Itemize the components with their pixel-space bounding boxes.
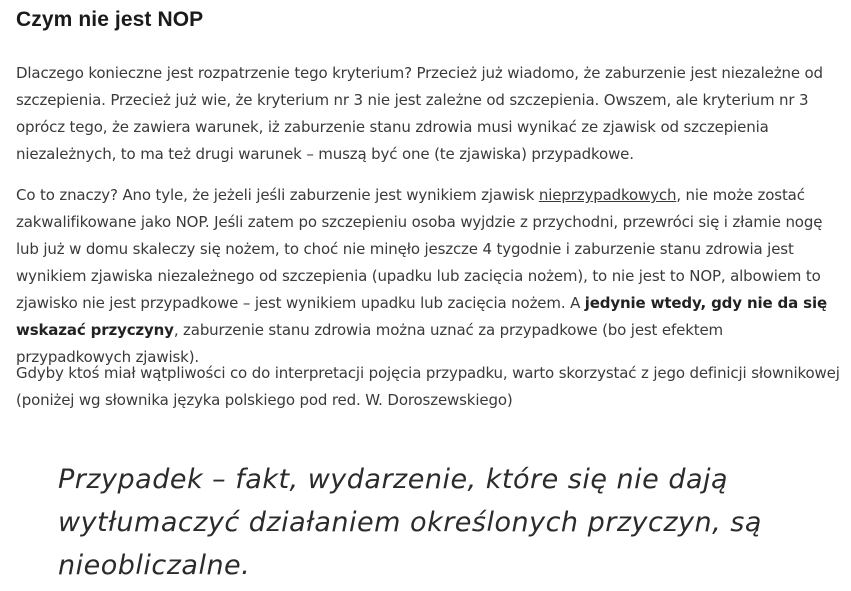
paragraph-dictionary-reference: Gdyby ktoś miał wątpliwości co do interpretacji pojęcia przypadku, warto skorzystać z jego definicji słownikowej (poniżej wg słownika języka polskiego pod red. W. Doroszewskiego) <box>16 364 840 409</box>
paragraph-text-end: , zaburzenie stanu zdrowia można uznać za przypadkowe (bo jest efektem przypadkowych zjawisk). <box>16 321 724 366</box>
article <box>16 0 842 409</box>
emphasis-text: jedynie wtedy, gdy nie da się wskazać przyczyny <box>16 294 827 339</box>
paragraph-meaning <box>16 182 842 371</box>
paragraph-criterion-explanation: Dlaczego konieczne jest rozpatrzenie tego kryterium? Przecież już wiadomo, że zaburzenie jest niezależne od szczepienia. Przecież już wie, że kryterium nr 3 nie jest zależne od szczepienia. Owszem, ale kryterium nr 3 oprócz tego, że zawiera warunek, iż zaburzenie stanu zdrowia musi wynikać ze zjawisk od szczepienia niezależnych, to ma też drugi warunek – muszą być one (te zjawiska) przypadkowe. <box>16 64 823 163</box>
dictionary-definition-quote: Przypadek – fakt, wydarzenie, które się nie dają wytłumaczyć działaniem określonych przyczyn, są nieobliczalne. <box>58 464 762 581</box>
paragraph-text-middle: , nie może zostać zakwalifikowane jako NOP. Jeśli zatem po szczepieniu osoba wyjdzie z przychodni, przewróci się i złamie nogę lub już w domu skaleczy się nożem, to choć nie minęło jeszcze 4 tygodnie i zaburzenie stanu zdrowia jest wynikiem zjawiska niezależnego od szczepienia (upadku lub zacięcia nożem), to nie jest to NOP, albowiem to zjawisko nie jest przypadkowe – jest wynikiem upadku lub zacięcia nożem. A <box>16 186 823 312</box>
paragraph-text-start: Co to znaczy? Ano tyle, że jeżeli jeśli zaburzenie jest wynikiem zjawisk <box>16 186 539 204</box>
nieprzypadkowych-link[interactable]: nieprzypadkowych <box>538 186 677 204</box>
section-heading: Czym nie jest NOP <box>16 8 204 31</box>
